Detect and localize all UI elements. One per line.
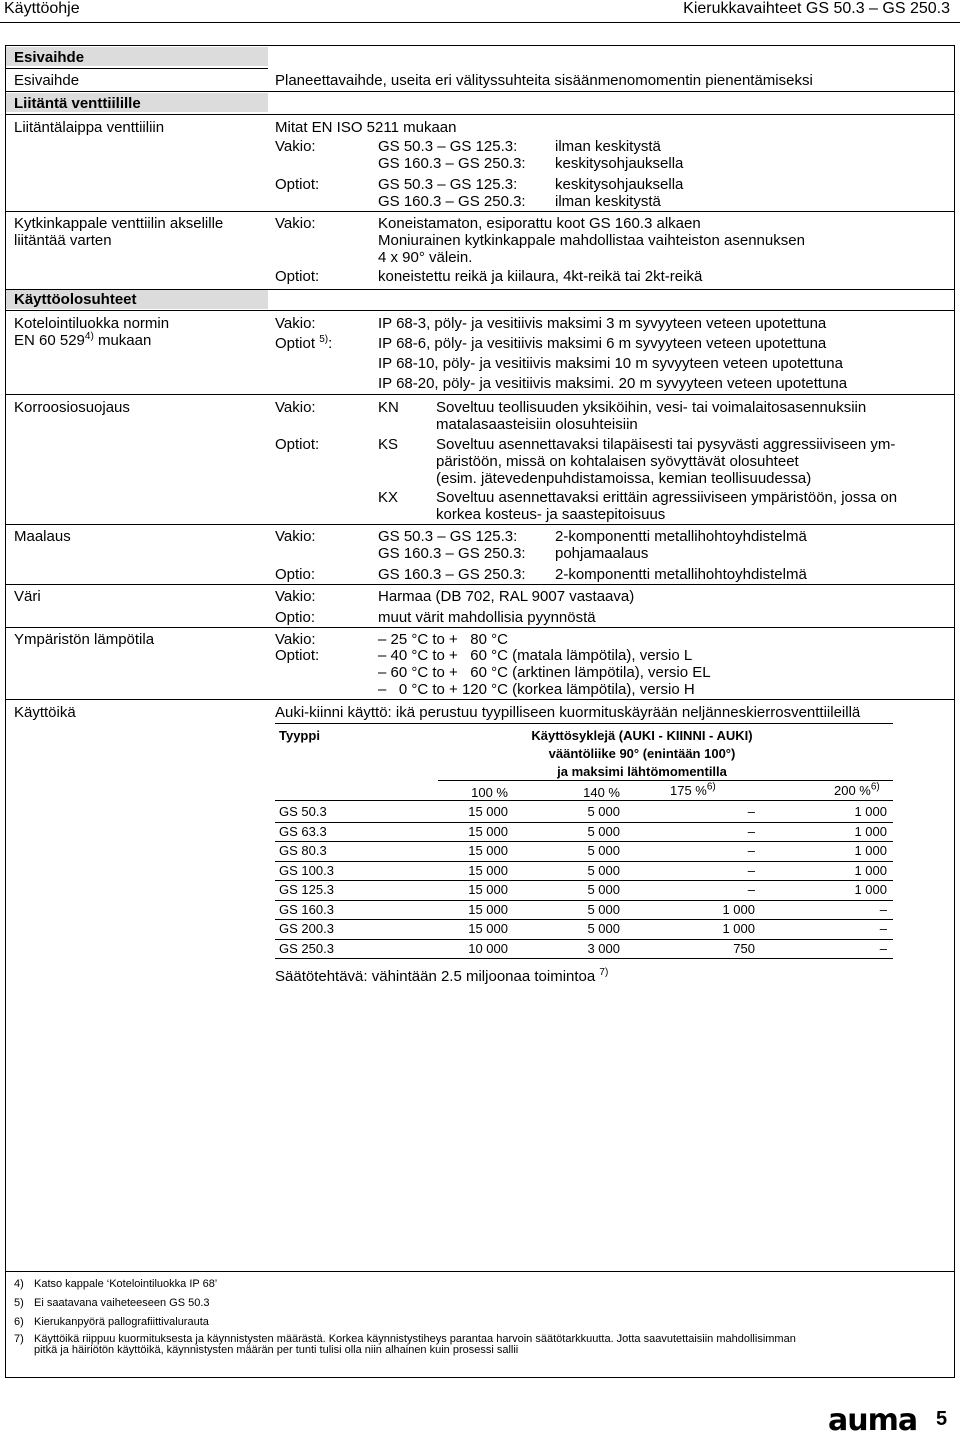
rule	[6, 627, 954, 628]
header-left: Käyttöohje	[4, 0, 80, 17]
table-cell-value: –	[879, 901, 887, 917]
table-cell-value: 15 000	[468, 921, 508, 936]
maalaus-range: GS 50.3 – GS 125.3:	[378, 528, 518, 545]
rule	[6, 394, 954, 395]
rule	[6, 91, 954, 92]
kn-text: Soveltuu teollisuuden yksiköihin, vesi- tai voimalaitosasennuksiin	[436, 399, 867, 416]
optiot5-label: Optiot $^{5)}$:	[275, 334, 333, 352]
footnote-ref: 6)	[870, 781, 880, 793]
footnote-text: Katso kappale ‘Kotelointiluokka IP 68’	[34, 1278, 218, 1290]
table-cell-value: –	[747, 843, 755, 858]
table-head-3: ja maksimi lähtömomentilla	[557, 764, 727, 779]
vakio-label: Vakio:	[275, 138, 316, 155]
optio-label: Optio:	[275, 566, 316, 583]
mitat-text: Mitat EN ISO 5211 mukaan	[275, 119, 457, 136]
vakio-label: Vakio:	[275, 588, 316, 605]
vakio-label: Vakio:	[275, 315, 316, 332]
maalaus-range: GS 160.3 – GS 250.3:	[378, 566, 526, 583]
table-cell-value: 5 000	[587, 823, 620, 839]
table-cell-value: 15 000	[468, 804, 508, 819]
table-cell-type: GS 80.3	[279, 843, 327, 858]
rule	[6, 584, 954, 585]
optiot-label: Optiot:	[275, 268, 320, 285]
esivaihde-label: Esivaihde	[14, 72, 80, 89]
header-right: Kierukkavaihteet GS 50.3 – GS 250.3	[683, 0, 950, 17]
optiot5-text: Optiot	[275, 335, 316, 352]
maalaus-label: Maalaus	[14, 528, 71, 545]
kayttoika-text: Auki-kiinni käyttö: ikä perustuu tyypilliseen kuormituskäyrään neljänneskierrosventtiileillä	[275, 704, 861, 721]
table-cell-value: 1 000	[854, 843, 887, 858]
kytkin-vakio-1: Koneistamaton, esiporattu koot GS 160.3 alkaen	[378, 215, 701, 232]
table-col-type: Tyyppi	[279, 728, 320, 743]
table-row-rule	[275, 958, 893, 959]
maalaus-range: GS 160.3 – GS 250.3:	[378, 545, 526, 562]
table-cell-type: GS 160.3	[279, 901, 334, 917]
table-cell-value: 5 000	[587, 843, 620, 858]
rule	[6, 699, 954, 700]
lampo-row: – 0 °C to + 120 °C (korkea lämpötila), versio H	[378, 681, 695, 698]
saato-text	[275, 968, 608, 985]
rule	[6, 114, 954, 115]
table-cell-value: –	[747, 804, 755, 819]
ip-row: IP 68-3, pöly- ja vesitiivis maksimi 3 m syvyyteen veteen upotettuna	[378, 315, 827, 332]
kx-text-2: korkea kosteus- ja saastepitoisuus	[436, 506, 666, 523]
table-cell-value: 1 000	[854, 823, 887, 839]
optiot-label: Optiot:	[275, 436, 320, 453]
footnote-text: pitkä ja häiriötön käyttöikä, käynnistysten määrän per tunti tulisi olla niin alhainen kuin prosessi sallii	[34, 1344, 519, 1356]
vari-label: Väri	[14, 588, 41, 605]
frame-bottom	[5, 1377, 955, 1378]
table-cell-value: 15 000	[468, 882, 508, 897]
table-cell-value: –	[747, 823, 755, 839]
rule	[6, 310, 954, 311]
table-cell-value: 1 000	[854, 862, 887, 878]
table-rule	[438, 780, 893, 781]
kaytto-heading: Käyttöolosuhteet	[14, 291, 137, 308]
saato-label: Säätötehtävä: vähintään 2.5 miljoonaa toimintoa	[275, 968, 596, 985]
kotelo-label-2	[14, 332, 151, 349]
korroosio-label: Korroosiosuojaus	[14, 399, 130, 416]
table-cell-value: 15 000	[468, 843, 508, 858]
page-number: 5	[936, 1408, 948, 1430]
vari-optio: muut värit mahdollisia pyynnöstä	[378, 609, 596, 626]
table-cell-value: 1 000	[722, 901, 755, 917]
ip-row: IP 68-6, pöly- ja vesitiivis maksimi 6 m syvyyteen veteen upotettuna	[378, 335, 827, 352]
table-cell-value: 3 000	[587, 940, 620, 956]
optiot-label: Optiot:	[275, 176, 320, 193]
table-rule	[275, 800, 893, 801]
frame-right	[954, 45, 955, 1378]
frame-top	[5, 45, 955, 46]
vakio-label: Vakio:	[275, 399, 316, 416]
footnote-ref: 7)	[599, 967, 609, 978]
footnote-number: 6)	[14, 1316, 24, 1328]
footnote-ref: 6)	[706, 781, 716, 793]
rule	[6, 211, 954, 212]
table-cell-value: 1 000	[854, 804, 887, 819]
table-rule	[275, 723, 893, 724]
liitanta-heading: Liitäntä venttiilille	[14, 95, 141, 112]
flange-desc: ilman keskitystä	[555, 138, 661, 155]
optio-label: Optio:	[275, 609, 316, 626]
rule	[6, 68, 268, 69]
flange-desc: keskitysohjauksella	[555, 176, 684, 193]
lampo-row: – 25 °C to + 80 °C	[378, 631, 508, 648]
table-cell-value: 10 000	[468, 940, 508, 956]
table-cell-value: 5 000	[587, 804, 620, 819]
vari-vakio: Harmaa (DB 702, RAL 9007 vastaava)	[378, 588, 635, 605]
table-cell-value: –	[747, 862, 755, 878]
flange-desc: ilman keskitystä	[555, 193, 661, 210]
table-cell-type: GS 50.3	[279, 804, 327, 819]
maalaus-desc: pohjamaalaus	[555, 545, 649, 562]
kn-code: KN	[378, 399, 399, 416]
table-cell-value: 15 000	[468, 823, 508, 839]
footnote-number: 7)	[14, 1333, 24, 1345]
kayttoika-label: Käyttöikä	[14, 704, 76, 721]
table-cell-type: GS 125.3	[279, 882, 334, 897]
auma-logo: auma	[828, 1403, 918, 1438]
flange-range: GS 50.3 – GS 125.3:	[378, 176, 518, 193]
table-cell-value: –	[747, 882, 755, 897]
kytkin-label: Kytkinkappale venttiilin akselille	[14, 215, 224, 232]
kx-code: KX	[378, 489, 399, 506]
liitantalaippa-label: Liitäntälaippa venttiiliin	[14, 119, 165, 136]
lampo-label: Ympäristön lämpötila	[14, 631, 155, 648]
table-head: Käyttösyklejä (AUKI - KIINNI - AUKI)	[531, 728, 753, 743]
flange-range: GS 160.3 – GS 250.3:	[378, 155, 526, 172]
table-cell-value: 1 000	[854, 882, 887, 897]
ip-row: IP 68-20, pöly- ja vesitiivis maksimi. 20 m syvyyteen veteen upotettuna	[378, 375, 848, 392]
table-cell-value: 1 000	[722, 921, 755, 936]
vakio-label: Vakio:	[275, 215, 316, 232]
table-cell-value: 5 000	[587, 901, 620, 917]
kytkin-vakio-3: 4 x 90° välein.	[378, 249, 473, 266]
ip-row: IP 68-10, pöly- ja vesitiivis maksimi 10 m syvyyteen veteen upotettuna	[378, 355, 843, 372]
table-cell-value: 15 000	[468, 862, 508, 878]
vakio-label: Vakio:	[275, 631, 316, 648]
flange-desc: keskitysohjauksella	[555, 155, 684, 172]
lampo-row: – 60 °C to + 60 °C (arktinen lämpötila), versio EL	[378, 664, 711, 681]
footnote-ref: 4)	[84, 331, 94, 342]
flange-range: GS 160.3 – GS 250.3:	[378, 193, 526, 210]
page-header	[0, 0, 960, 22]
vakio-label: Vakio:	[275, 528, 316, 545]
kytkin-label-2: liitäntää varten	[14, 232, 112, 249]
table-cell-type: GS 250.3	[279, 940, 334, 956]
table-cell-type: GS 200.3	[279, 921, 334, 936]
table-cell-value: –	[879, 940, 887, 956]
footnote-rule	[6, 1271, 954, 1272]
optiot-label: Optiot:	[275, 647, 320, 664]
rule	[6, 524, 954, 525]
table-pct	[670, 782, 716, 799]
table-pct: 100 %	[471, 785, 508, 800]
frame-left	[5, 45, 6, 1378]
ks-text-3: (esim. jätevedenpuhdistamoissa, kemian teollisuudessa)	[436, 470, 812, 487]
footnote-text: Käyttöikä riippuu kuormituksesta ja käynnistysten määrästä. Korkea käynnistystiheys parantaa harvoin säätötarkkuutta. Jotta saavutettaisiin mahdollisimman	[34, 1333, 796, 1345]
kotelo-norm: EN 60 529	[14, 332, 85, 349]
table-cell-type: GS 100.3	[279, 862, 334, 878]
footnote-number: 4)	[14, 1278, 24, 1290]
lampo-row: – 40 °C to + 60 °C (matala lämpötila), versio L	[378, 647, 693, 664]
table-head-2: vääntöliike 90° (enintään 100°)	[548, 746, 736, 761]
esivaihde-value: Planeettavaihde, useita eri välityssuhteita sisäänmenomomentin pienentämiseksi	[275, 72, 813, 89]
kotelo-mukaan: mukaan	[97, 332, 152, 349]
table-pct: 140 %	[583, 785, 620, 800]
footnote-ref: 5)	[319, 334, 329, 345]
ks-text-2: päristöön, missä on kohtalaisen syövyttävät olosuhteet	[436, 453, 799, 470]
kn-text-2: matalasaasteisiin olosuhteisiin	[436, 416, 638, 433]
pct-text: 200 %	[834, 783, 871, 798]
maalaus-desc: 2-komponentti metallihohtoyhdistelmä	[555, 528, 807, 545]
kx-text: Soveltuu asennettavaksi erittäin agressiiviseen ympäristöön, jossa on	[436, 489, 898, 506]
table-cell-value: 5 000	[587, 862, 620, 878]
maalaus-desc: 2-komponentti metallihohtoyhdistelmä	[555, 566, 807, 583]
footnote-text: Ei saatavana vaiheteeseen GS 50.3	[34, 1297, 210, 1309]
pct-text: 175 %	[670, 783, 707, 798]
kytkin-optiot: koneistettu reikä ja kiilaura, 4kt-reikä tai 2kt-reikä	[378, 268, 703, 285]
table-cell-value: 750	[733, 940, 755, 956]
table-cell-value: 5 000	[587, 921, 620, 936]
table-cell-value: –	[879, 921, 887, 936]
ks-text: Soveltuu asennettavaksi tilapäisesti tai pysyvästi aggressiiviseen ym-	[436, 436, 896, 453]
kotelo-label: Kotelointiluokka normin	[14, 315, 170, 332]
footnote-number: 5)	[14, 1297, 24, 1309]
table-pct	[834, 782, 880, 799]
header-rule	[0, 22, 960, 23]
table-cell-value: 15 000	[468, 901, 508, 917]
ks-code: KS	[378, 436, 399, 453]
flange-range: GS 50.3 – GS 125.3:	[378, 138, 518, 155]
table-cell-type: GS 63.3	[279, 823, 327, 839]
esivaihde-heading: Esivaihde	[14, 49, 85, 66]
table-cell-value: 5 000	[587, 882, 620, 897]
footnote-text: Kierukanpyörä pallografiittivalurauta	[34, 1316, 209, 1328]
kytkin-vakio-2: Moniurainen kytkinkappale mahdollistaa vaihteiston asennuksen	[378, 232, 805, 249]
